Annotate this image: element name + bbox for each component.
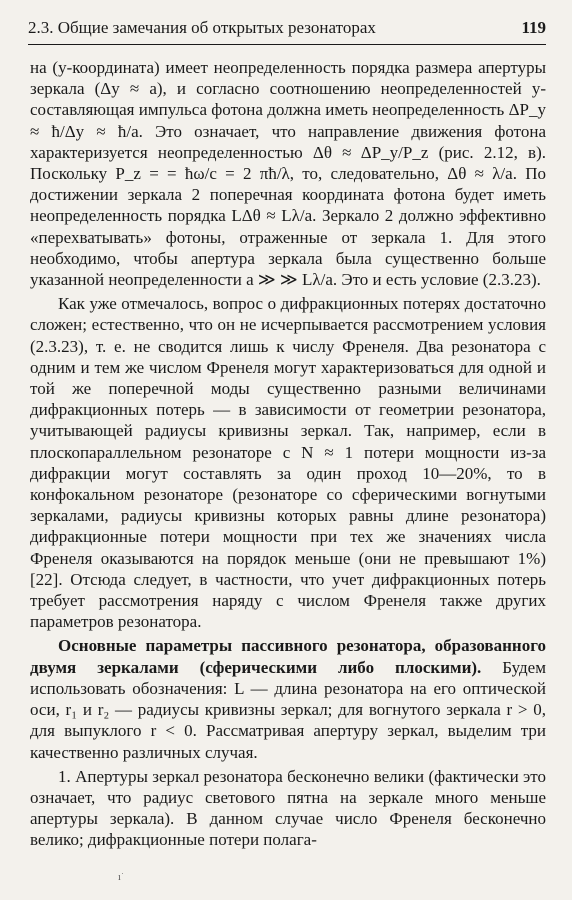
running-header xyxy=(28,18,546,42)
paragraph-continued: на (y-координата) имеет неопределенность порядка размера апертуры зеркала (Δy ≈ a), и согласно соотношению неопределенностей y-составляющая импульса фотона должна иметь неопределенность ΔP_y ≈ ħ/Δy ≈ ħ/a. Это означает, что направление движения фотона характеризуется неопределенностью Δθ ≈ ΔP_y/P_z (рис. 2.12, в). Поскольку P_z = = ħω/c = 2 πħ/λ, то, следовательно, Δθ ≈ λ/a. По достижении зеркала 2 поперечная координата фотона будет иметь неопределенность порядка LΔθ ≈ Lλ/a. Зеркало 2 должно эффективно «перехватывать» фотоны, отраженные от зеркала 1. Для этого необходимо, чтобы апертура зеркала была существенно больше указанной неопределенности a ≫ ≫ Lλ/a. Это и есть условие (2.3.23). xyxy=(30,58,546,290)
paragraph-diffraction-losses: Как уже отмечалось, вопрос о дифракционных потерях достаточно сложен; естественно, что он не исчерпывается рассмотрением условия (2.3.23), т. е. не сводится лишь к числу Френеля. Два резонатора с одним и тем же числом Френеля могут характеризоваться для одной и той же поперечной моды существенно разными величинами дифракционных потерь — в зависимости от геометрии резонатора, учитывающей радиусы кривизны зеркал. Так, например, если в плоскопараллельном резонаторе с N ≈ 1 потери мощности из-за дифракции могут составлять за один проход 10—20%, то в конфокальном резонаторе (резонаторе со сферическими вогнутыми зеркалами, радиусы кривизны которых равны длине резонатора) дифракционные потери мощности при тех же значениях числа Френеля оказываются на порядок меньше (они не превышают 1%) [22]. Отсюда следует, в частности, что учет дифракционных потерь требует рассмотрения наряду с числом Френеля также других параметров резонатора. xyxy=(30,294,546,632)
section-heading: Основные параметры пассивного резонатора, образованного двумя зеркалами (сферическими либо плоскими). xyxy=(30,636,546,677)
section-text: Будем использовать обозначения: L — длина резонатора на его оптической оси, r₁ и r₂ — радиусы кривизны зеркал; для вогнутого зеркала r > 0, для выпуклого r < 0. Рассматривая апертуру зеркал, выделим три качественно различных случая. xyxy=(30,657,546,762)
body-text xyxy=(30,57,546,851)
header-rule xyxy=(28,44,546,45)
paragraph-section-start xyxy=(30,635,546,762)
page-speck: ı͘ xyxy=(118,872,121,883)
page-number: 119 xyxy=(521,18,546,37)
running-header-title: 2.3. Общие замечания об открытых резонаторах xyxy=(28,18,376,37)
list-item-1: 1. Апертуры зеркал резонатора бесконечно велики (фактически это означает, что радиус светового пятна на зеркале много меньше апертуры зеркала). В данном случае число Френеля бесконечно велико; дифракционные потери полага- xyxy=(30,766,546,850)
